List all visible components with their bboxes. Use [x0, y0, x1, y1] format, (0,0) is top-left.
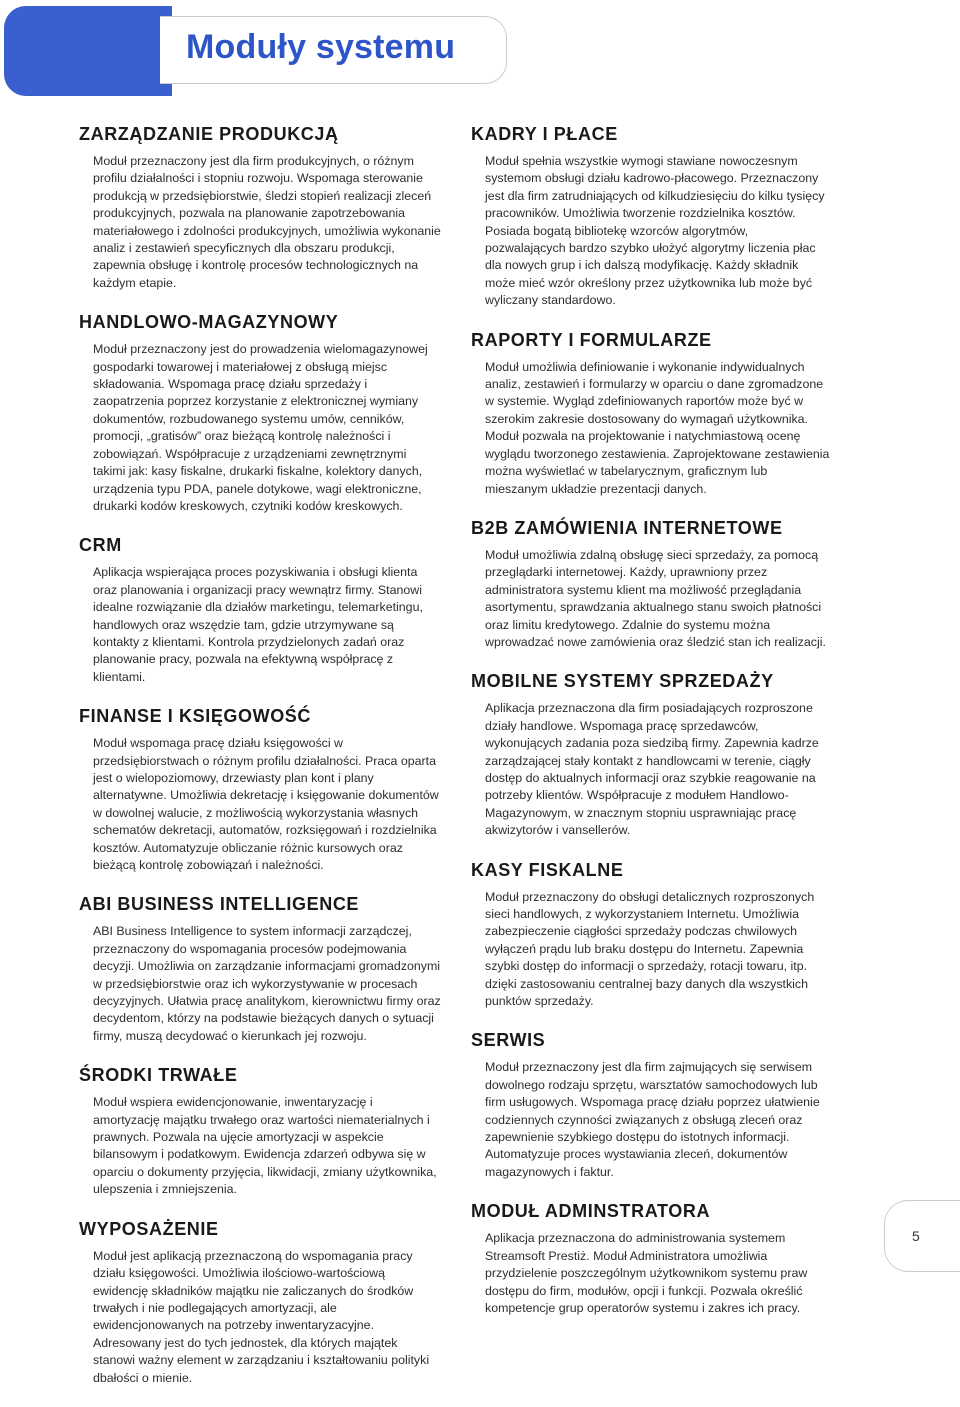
page-title: Moduły systemu — [186, 28, 456, 66]
section-text: Moduł przeznaczony jest do prowadzenia wielomagazynowej gospodarki towarowej i materiałowej z obsługą miejsc składowania. Wspomaga pracę działu sprzedaży i zaopatrzenia poprzez korzystanie z elektronicznej wymiany dokumentów, rozbudowanego systemu umów, cenników, promocji, „gratisów” oraz bieżącą kontrolę należności i zobowiązań. Współpracuje z urządzeniami zewnętrznymi takimi jak: kasy fiskalne, drukarki fiskalne, kolektory danych, urządzenia typu PDA, panele dotykowe, wagi elektroniczne, drukarki kodów kreskowych, czytniki kodów kreskowych. — [93, 342, 428, 513]
section-abi-business-intelligence — [79, 894, 441, 1045]
section-text: Aplikacja wspierająca proces pozyskiwania i obsługi klienta oraz planowania i organizacji pracy wewnątrz firmy. Stanowi idealne rozwiązanie dla działów marketingu, telemarketingu, handlowych oraz wszędzie tam, gdzie utrzymywane są kontakty z klientami. Kontrola przydzielonych zadań oraz planowanie pracy, pozwala na efektywną współpracę z klientami. — [93, 565, 423, 684]
section-text: Moduł umożliwia definiowanie i wykonanie indywidualnych analiz, zestawień i formularzy w oparciu o dane zgromadzone w systemie. Wygląd zdefiniowanych raportów może być w szerokim zakresie dostosowany do wymagań użytkownika. Moduł pozwala na projektowanie i natychmiastową ocenę wyglądu tworzonego zestawienia. Zaprojektowane zestawienia można wyświetlać w tabelarycznym, graficznym lub mieszanym układzie prezentacji danych. — [485, 359, 830, 496]
section-heading: SERWIS — [471, 1030, 546, 1051]
section-raporty-i-formularze — [471, 330, 831, 498]
section-mobilne-systemy-sprzedazy — [471, 671, 831, 839]
section-heading: ZARZĄDZANIE PRODUKCJĄ — [79, 124, 339, 144]
section-heading: HANDLOWO-MAGAZYNOWY — [79, 312, 339, 333]
section-heading: B2B ZAMÓWIENIA INTERNETOWE — [471, 517, 783, 538]
page-number: 5 — [912, 1228, 920, 1244]
section-text: Moduł wspiera ewidencjonowanie, inwentaryzację i amortyzację majątku trwałego oraz wartości niematerialnych i prawnych. Pozwala na ujęcie amortyzacji w aspekcie bilansowym i podatkowym. Ewidencja zdarzeń odbywa się w oparciu o dokumenty przyjęcia, likwidacji, zmiany użytkownika, ulepszenia i zmniejszenia. — [93, 1095, 437, 1197]
section-heading: CRM — [79, 535, 122, 556]
section-text: Moduł jest aplikacją przeznaczoną do wspomagania pracy działu księgowości. Umożliwia ilościowo-wartościową ewidencję składników majątku nie zaliczanych do środków trwałych i nie podlegających amortyzacji, ale ewidencjonowanych na potrzeby inwentaryzacyjne. Adresowany jest do tych jednostek, dla których majątek stanowi ważny element w zarządzaniu i kształtowaniu polityki dbałości o mienie. — [93, 1248, 430, 1385]
section-text: Aplikacja przeznaczona do administrowania systemem Streamsoft Prestiż. Moduł Administratora umożliwia przydzielenie poszczególnym użytkownikom systemu praw dostępu do firm, modułów, opcji i funkcji. Pozwala określić kompetencje grup operatorów systemu i zakres ich pracy. — [485, 1231, 808, 1315]
section-heading: ABI BUSINESS INTELLIGENCE — [79, 894, 360, 915]
section-text: Moduł wspomaga pracę działu księgowości w przedsiębiorstwach o różnym profilu działalności. Praca oparta jest o wielopoziomowy, drzewiasty plan kont i plany alternatywne. Umożliwia dekretację i księgowanie dokumentów w dowolnej walucie, z możliwością wykorzystania własnych schematów dekretacji, automatów, rozksięgowań i rozdzielnika kosztów. Automatyzuje obliczanie różnic kursowych oraz bieżącą kontrolę zobowiązań i należności. — [93, 736, 439, 872]
section-text: Aplikacja przeznaczona dla firm posiadających rozproszone działy handlowe. Wspomaga pracę sprzedawców, wykonujących zadania poza siedzibą firmy. Zapewnia kadrze zarządzającej stały kontakt z handlowcami w terenie, ciągły dostęp do aktualnych informacji oraz szybkie reagowanie na potrzeby klientów. Współpracuje z modułem Handlowo-Magazynowym, w znacznym stopniu usprawniając pracę akwizytorów i vansellerów. — [485, 701, 819, 838]
section-text: Moduł przeznaczony do obsługi detalicznych rozproszonych sieci handlowych, z wykorzystaniem Internetu. Umożliwia zabezpieczenie ciągłości sprzedaży podczas chwilowych wyłączeń prądu lub braku dostępu do Internetu. Zapewnia szybki dostęp do informacji o sprzedaży, rotacji towaru, itp. dzięki zastosowaniu centralnej bazy danych dla wszystkich punktów sprzedaży. — [485, 889, 815, 1009]
section-finanse-i-ksiegowosc — [79, 706, 441, 874]
section-text: Moduł przeznaczony jest dla firm zajmujących się serwisem dowolnego rodzaju sprzętu, warsztatów samochodowych lub firm usługowych. Wspomaga pracę działu poprzez ułatwienie codziennych czynności związanych z obsługą zleceń oraz zapewnienie szybkiego dostępu do istotnych informacji. Automatyzuje proces wystawiania zleceń, dokumentów magazynowych i faktur. — [485, 1060, 820, 1179]
section-modul-adminstratora — [471, 1201, 831, 1317]
section-text: Moduł spełnia wszystkie wymogi stawiane nowoczesnym systemom obsługi działu kadrowo-płacowego. Przeznaczony jest dla firm zatrudniających od kilkudziesięciu do kilku tysięcy pracowników. Umożliwia tworzenie rozdzielnika kosztów. Posiada bogatą bibliotekę wzorców algorytmów, pozwalających bardzo szybko ułożyć algorytmy liczenia płac dla nowych grup i ich dalszą modyfikację. Każdy składnik może mieć wzór określony przez użytkownika lub może być wyliczany standardowo. — [485, 154, 825, 308]
section-text: Moduł umożliwia zdalną obsługę sieci sprzedaży, za pomocą przeglądarki internetowej. Każdy, uprawniony przez administratora systemu klient ma możliwość przeglądania asortymentu, sprawdzania aktualnego stanu swoich płatności oraz limitu kredytowego. Zdalnie do systemu można wprowadzać nowe zamówienia oraz śledzić stan ich realizacji. — [485, 547, 826, 649]
section-heading: WYPOSAŻENIE — [79, 1218, 219, 1239]
section-heading: MOBILNE SYSTEMY SPRZEDAŻY — [471, 671, 774, 692]
page-number-badge — [884, 1200, 960, 1272]
section-heading: MODUŁ ADMINSTRATORA — [471, 1201, 711, 1222]
section-wyposazenie — [79, 1219, 441, 1387]
section-zarzadzanie-produkcja — [79, 124, 441, 292]
right-column — [471, 124, 831, 1337]
section-crm — [79, 535, 441, 686]
section-heading: RAPORTY I FORMULARZE — [471, 329, 712, 350]
section-heading: ŚRODKI TRWAŁE — [79, 1065, 238, 1086]
section-heading: KASY FISKALNE — [471, 859, 624, 880]
header-accent-tab — [4, 6, 172, 96]
section-kasy-fiskalne — [471, 860, 831, 1011]
section-serwis — [471, 1030, 831, 1181]
section-srodki-trwale — [79, 1065, 441, 1198]
section-kadry-i-place — [471, 124, 831, 310]
section-handlowo-magazynowy — [79, 312, 441, 515]
section-text: Moduł przeznaczony jest dla firm produkcyjnych, o różnym profilu działalności i stopniu rozwoju. Wspomaga sterowanie produkcją w przedsiębiorstwie, śledzi stopień realizacji zleceń produkcyjnych, pozwala na planowanie zapotrzebowania materiałowego i zdolności produkcyjnych, umożliwia wykonanie analiz i zestawień specyficznych dla obszaru produkcji, zapewnia obsługę i kontrolę procesów technologicznych na każdym etapie. — [93, 154, 441, 290]
section-text: ABI Business Intelligence to system informacji zarządczej, przeznaczony do wspomagania procesów podejmowania decyzji. Umożliwia on zarządzanie informacjami gromadzonymi w przedsiębiorstwie oraz ich wykorzystywanie w procesach decyzyjnych. Ułatwia pracę analitykom, kierownictwu firmy oraz decydentom, którzy na podstawie bieżących danych o sytuacji firmy, muszą decydować o kierunkach jej rozwoju. — [93, 924, 441, 1043]
section-heading: KADRY I PŁACE — [471, 124, 618, 144]
section-b2b-zamowienia — [471, 518, 831, 651]
section-heading: FINANSE I KSIĘGOWOŚĆ — [79, 706, 312, 727]
left-column — [79, 124, 441, 1407]
